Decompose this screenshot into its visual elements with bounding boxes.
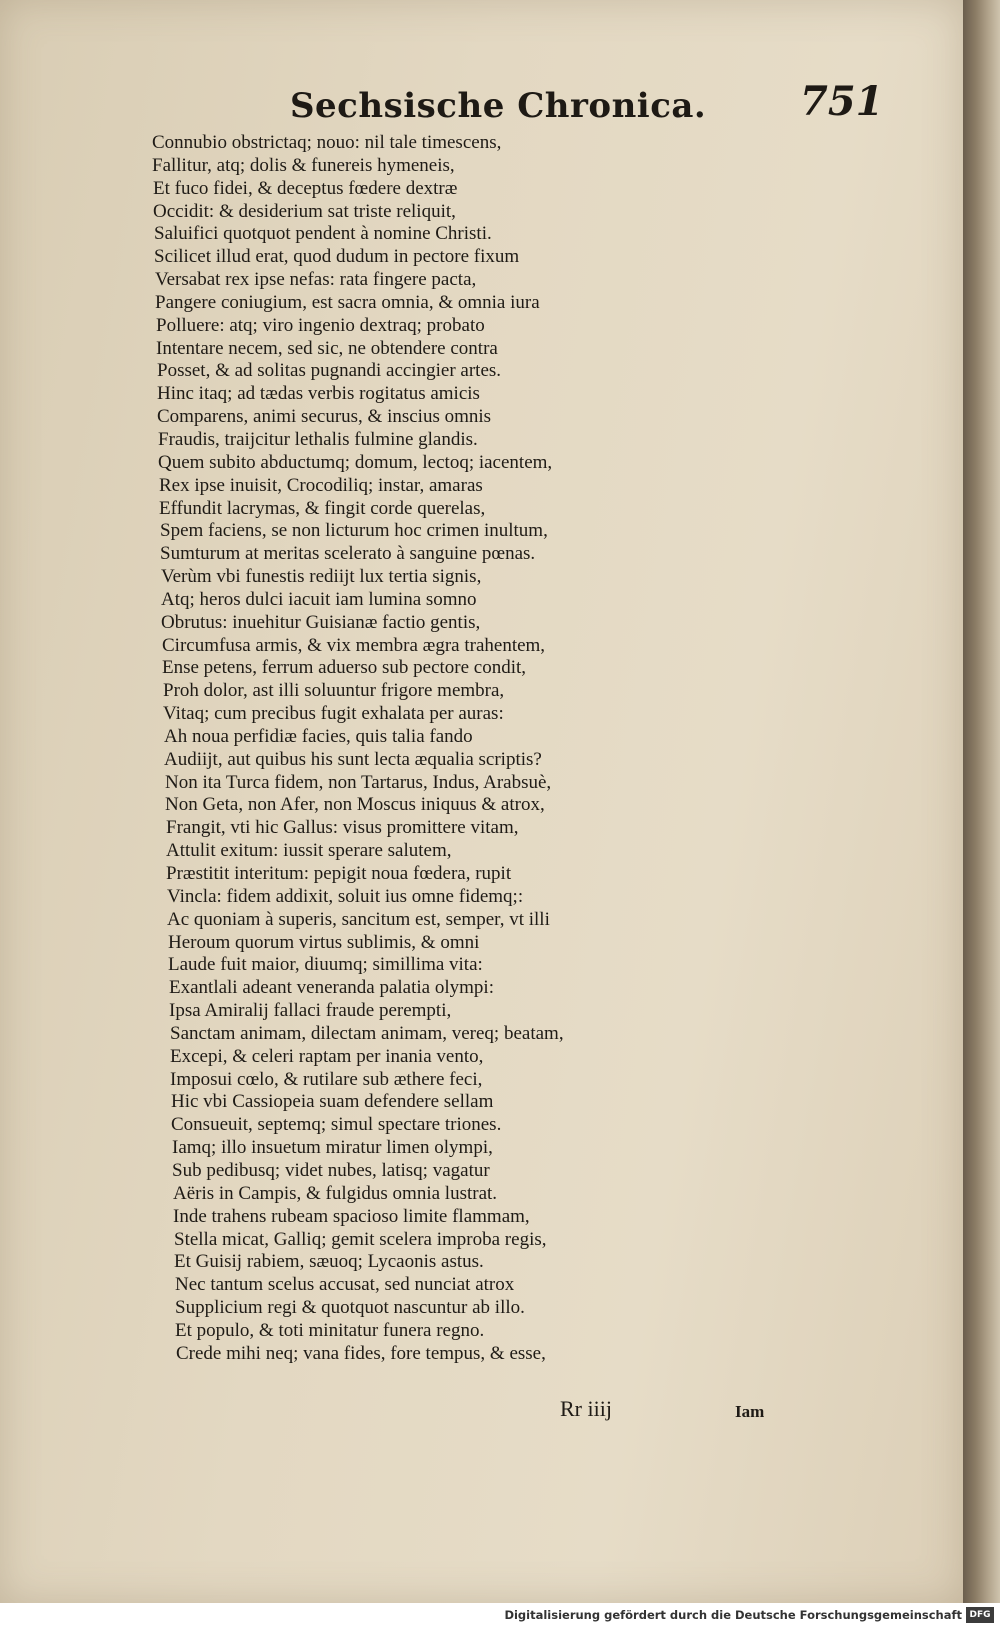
catchword: Iam	[735, 1402, 765, 1421]
verse-line: Pangere coniugium, est sacra omnia, & omnia iura	[155, 291, 540, 313]
verse-line: Supplicium regi & quotquot nascuntur ab illo.	[175, 1297, 525, 1319]
verse-line: Verùm vbi funestis rediijt lux tertia signis,	[161, 566, 482, 588]
verse-line: Frangit, vti hic Gallus: visus promittere vitam,	[166, 817, 519, 839]
verse-line: Audiijt, aut quibus his sunt lecta æqualia scriptis?	[164, 748, 542, 770]
dfg-logo: DFG	[966, 1607, 994, 1623]
attribution-bar	[0, 1603, 1000, 1629]
verse-line: Vincla: fidem addixit, soluit ius omne fidemq;:	[167, 885, 524, 907]
verse-line: Proh dolor, ast illi soluuntur frigore membra,	[163, 680, 505, 702]
verse-line: Sub pedibusq; videt nubes, latisq; vagatur	[172, 1159, 490, 1181]
verse-line: Præstitit interitum: pepigit noua fœdera, rupit	[166, 863, 512, 884]
folio-number: 751	[800, 78, 884, 125]
verse-line: Connubio obstrictaq; nouo: nil tale timescens,	[152, 132, 502, 153]
verse-block	[152, 132, 812, 1366]
verse-line: Occidit: & desiderium sat triste reliquit,	[153, 200, 456, 222]
verse-line: Heroum quorum virtus sublimis, & omni	[168, 931, 480, 953]
verse-line: Rex ipse inuisit, Crocodiliq; instar, amaras	[159, 474, 483, 496]
verse-line: Fallitur, atq; dolis & funereis hymeneis,	[152, 154, 455, 176]
book-gutter	[963, 0, 1000, 1603]
verse-line: Crede mihi neq; vana fides, fore tempus, & esse,	[176, 1342, 546, 1364]
verse-line: Non Geta, non Afer, non Moscus iniquus & atrox,	[165, 794, 545, 816]
verse-line: Versabat rex ipse nefas: rata fingere pacta,	[155, 269, 477, 291]
verse-line: Consueuit, septemq; simul spectare triones.	[171, 1114, 502, 1136]
verse-line: Polluere: atq; viro ingenio dextraq; probato	[156, 314, 485, 336]
verse-line: Spem faciens, se non licturum hoc crimen inultum,	[160, 520, 548, 542]
verse-line: Effundit lacrymas, & fingit corde querelas,	[159, 497, 486, 519]
verse-line: Circumfusa armis, & vix membra ægra trahentem,	[162, 634, 546, 656]
verse-line: Scilicet illud erat, quod dudum in pectore fixum	[154, 246, 520, 268]
running-title: Sechsische Chronica.	[290, 86, 707, 126]
verse-line: Posset, & ad solitas pugnandi accingier artes.	[157, 360, 502, 382]
verse-line: Et Guisij rabiem, sæuoq; Lycaonis astus.	[174, 1251, 484, 1273]
attribution-text: Digitalisierung gefördert durch die Deutsche Forschungsgemeinschaft	[504, 1608, 962, 1622]
verse-line: Iamq; illo insuetum miratur limen olympi,	[172, 1137, 493, 1159]
verse-line: Ense petens, ferrum aduerso sub pectore condit,	[162, 657, 527, 679]
verse-line: Intentare necem, sed sic, ne obtendere contra	[156, 337, 498, 359]
verse-line: Exantlali adeant veneranda palatia olympi:	[169, 977, 494, 999]
verse-line: Et populo, & toti minitatur funera regno.	[175, 1319, 485, 1341]
signature-mark: Rr iiij	[560, 1396, 612, 1421]
verse-line: Nec tantum scelus accusat, sed nunciat atrox	[175, 1274, 515, 1296]
verse-line: Ipsa Amiralij fallaci fraude perempti,	[169, 1000, 452, 1022]
verse-line: Obrutus: inuehitur Guisianæ factio gentis,	[161, 611, 481, 633]
verse-line: Inde trahens rubeam spacioso limite flammam,	[173, 1205, 530, 1227]
verse-line: Et fuco fidei, & deceptus fœdere dextræ	[153, 177, 458, 199]
verse-line: Saluifici quotquot pendent à nomine Christi.	[154, 223, 492, 245]
verse-line: Non ita Turca fidem, non Tartarus, Indus, Arabsuè,	[165, 771, 552, 793]
verse-line: Attulit exitum: iussit sperare salutem,	[166, 840, 452, 862]
page-header	[0, 78, 963, 138]
verse-line: Ac quoniam à superis, sancitum est, semper, vt illi	[167, 908, 550, 930]
verse-line: Ah noua perfidiæ facies, quis talia fando	[164, 725, 473, 747]
verse-line: Hic vbi Cassiopeia suam defendere sellam	[171, 1091, 494, 1113]
verse-line: Atq; heros dulci iacuit iam lumina somno	[161, 588, 477, 610]
verse-line: Imposui cœlo, & rutilare sub æthere feci,	[170, 1068, 483, 1090]
verse-line: Excepi, & celeri raptam per inania vento,	[170, 1045, 484, 1067]
verse-line: Fraudis, traijcitur lethalis fulmine glandis.	[158, 428, 478, 450]
verse-line: Aëris in Campis, & fulgidus omnia lustrat.	[173, 1182, 498, 1204]
verse-line: Laude fuit maior, diuumq; simillima vita:	[168, 954, 483, 976]
verse-line: Vitaq; cum precibus fugit exhalata per auras:	[163, 703, 504, 725]
verse-line: Sanctam animam, dilectam animam, vereq; beatam,	[170, 1022, 564, 1044]
verse-line: Sumturum at meritas scelerato à sanguine pœnas.	[160, 543, 536, 565]
verse-line: Quem subito abductumq; domum, lectoq; iacentem,	[158, 451, 553, 473]
verse-line: Hinc itaq; ad tædas verbis rogitatus amicis	[157, 383, 480, 405]
verse-line: Stella micat, Galliq; gemit scelera improba regis,	[174, 1228, 547, 1250]
verse-line: Comparens, animi securus, & inscius omnis	[157, 406, 492, 428]
